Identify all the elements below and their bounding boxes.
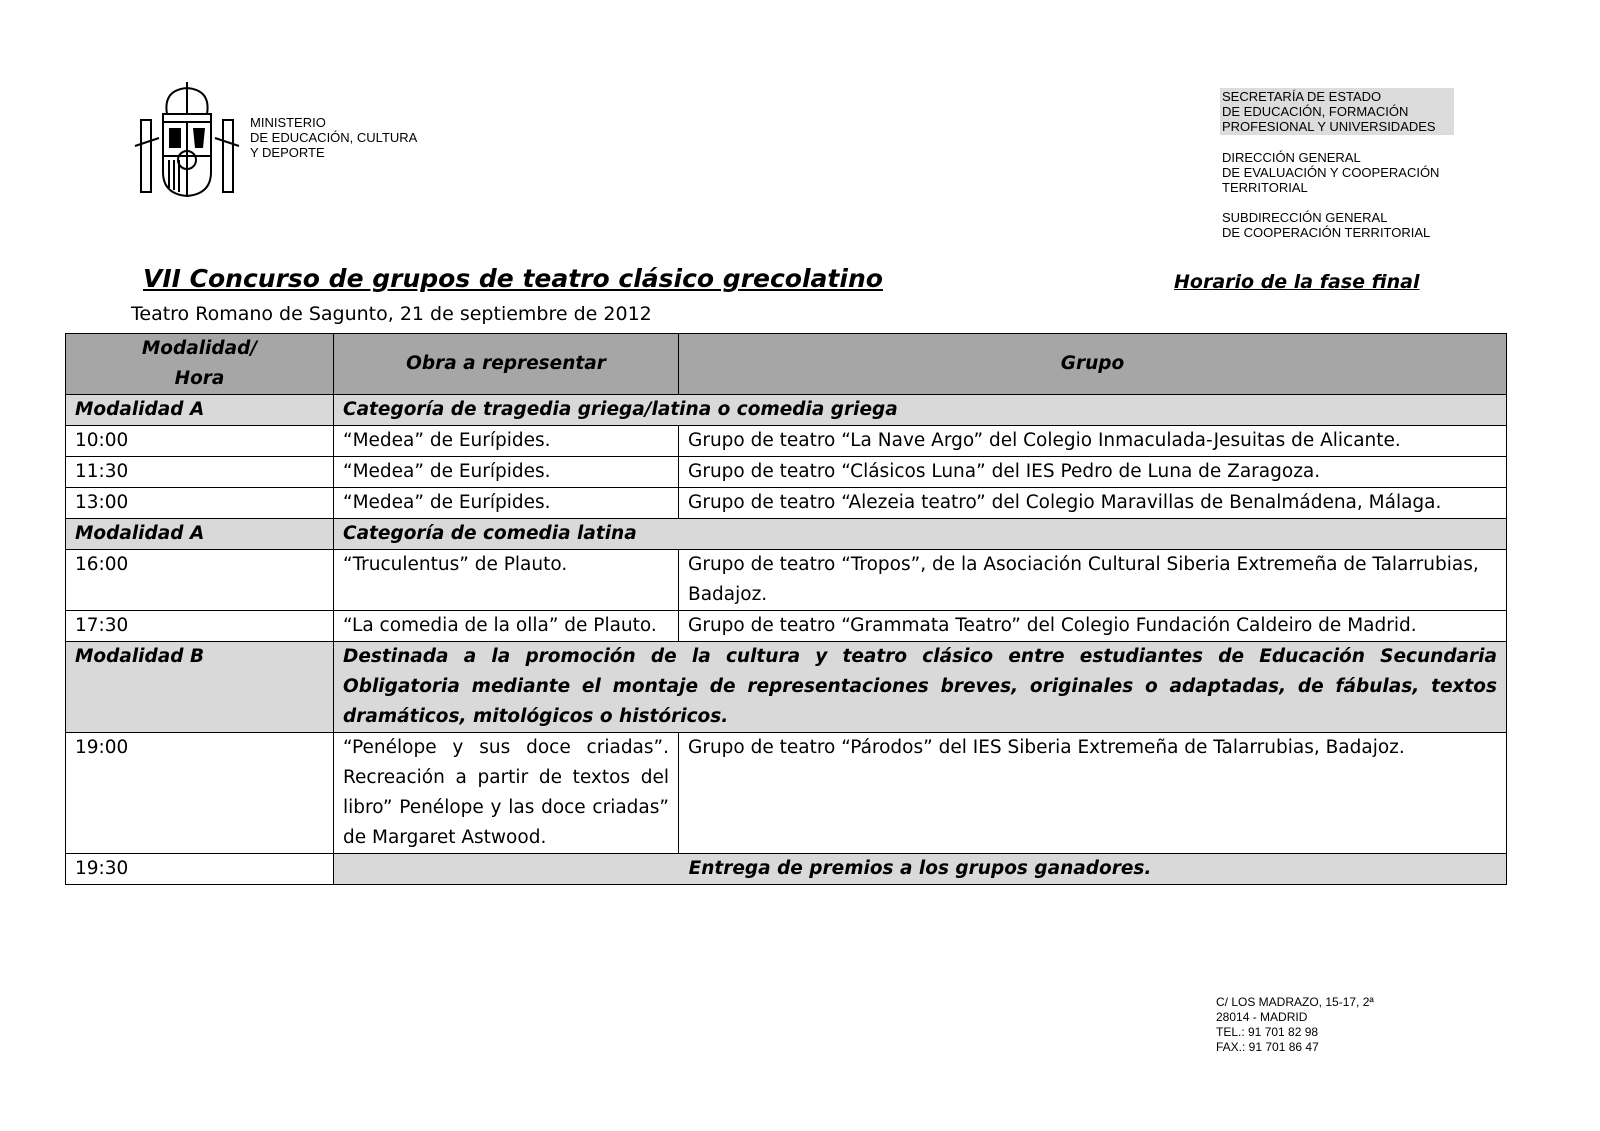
grupo-cell: Grupo de teatro “Grammata Teatro” del Colegio Fundación Caldeiro de Madrid. <box>679 611 1507 642</box>
category-row <box>66 395 1507 426</box>
table-row <box>66 733 1507 854</box>
grupo-cell: Grupo de teatro “Alezeia teatro” del Colegio Maravillas de Benalmádena, Málaga. <box>679 488 1507 519</box>
category-row <box>66 642 1507 733</box>
secretaria-line: SECRETARÍA DE ESTADO <box>1222 89 1382 104</box>
obra-cell: “Truculentus” de Plauto. <box>334 550 679 611</box>
department-block <box>1220 88 1454 240</box>
direccion-line: DIRECCIÓN GENERAL <box>1222 150 1361 165</box>
time-cell: 11:30 <box>66 457 334 488</box>
table-row <box>66 488 1507 519</box>
table-header-row <box>66 334 1507 395</box>
time-cell: 19:00 <box>66 733 334 854</box>
time-cell: 16:00 <box>66 550 334 611</box>
category-description: Categoría de comedia latina <box>334 519 1507 550</box>
ministry-line: DE EDUCACIÓN, CULTURA <box>250 130 418 145</box>
ministry-line: MINISTERIO <box>250 115 326 130</box>
grupo-cell: Grupo de teatro “La Nave Argo” del Colegio Inmaculada-Jesuitas de Alicante. <box>679 426 1507 457</box>
grupo-cell: Grupo de teatro “Tropos”, de la Asociación Cultural Siberia Extremeña de Talarrubias, Badajoz. <box>679 550 1507 611</box>
award-description: Entrega de premios a los grupos ganadores. <box>334 854 1507 885</box>
subdireccion-line: DE COOPERACIÓN TERRITORIAL <box>1222 225 1431 240</box>
secretaria-line: PROFESIONAL Y UNIVERSIDADES <box>1222 119 1436 134</box>
direccion-line: TERRITORIAL <box>1222 180 1308 195</box>
table-row <box>66 457 1507 488</box>
award-row <box>66 854 1507 885</box>
grupo-cell: Grupo de teatro “Párodos” del IES Siberia Extremeña de Talarrubias, Badajoz. <box>679 733 1507 854</box>
schedule-table <box>65 333 1507 885</box>
header-modalidad-hora: Modalidad/ Hora <box>66 334 334 395</box>
ministry-line: Y DEPORTE <box>250 145 325 160</box>
footer-address <box>1216 995 1374 1055</box>
direccion-general <box>1220 150 1454 195</box>
header-grupo: Grupo <box>679 334 1507 395</box>
modalidad-label: Modalidad B <box>66 642 334 733</box>
phase-title: Horario de la fase final <box>1174 271 1420 293</box>
ministry-name <box>250 115 417 160</box>
obra-cell: “Medea” de Eurípides. <box>334 426 679 457</box>
category-description: Destinada a la promoción de la cultura y teatro clásico entre estudiantes de Educación Secundaria Obligatoria mediante el montaje de representaciones breves, originales o adaptadas, de fábulas, textos dramáticos, mitológicos o históricos. <box>334 642 1507 733</box>
subdireccion-general <box>1220 210 1454 240</box>
direccion-line: DE EVALUACIÓN Y COOPERACIÓN <box>1222 165 1440 180</box>
secretaria <box>1220 88 1454 135</box>
table-row <box>66 426 1507 457</box>
time-cell: 19:30 <box>66 854 334 885</box>
table-row <box>66 611 1507 642</box>
obra-cell: “Penélope y sus doce criadas”. Recreación a partir de textos del libro” Penélope y las doce criadas” de Margaret Astwood. <box>334 733 679 854</box>
obra-cell: “Medea” de Eurípides. <box>334 457 679 488</box>
footer-line: C/ LOS MADRAZO, 15-17, 2ª <box>1216 995 1374 1009</box>
category-row <box>66 519 1507 550</box>
time-cell: 17:30 <box>66 611 334 642</box>
obra-cell: “Medea” de Eurípides. <box>334 488 679 519</box>
category-description: Categoría de tragedia griega/latina o comedia griega <box>334 395 1507 426</box>
subdireccion-line: SUBDIRECCIÓN GENERAL <box>1222 210 1388 225</box>
obra-cell: “La comedia de la olla” de Plauto. <box>334 611 679 642</box>
grupo-cell: Grupo de teatro “Clásicos Luna” del IES Pedro de Luna de Zaragoza. <box>679 457 1507 488</box>
time-cell: 10:00 <box>66 426 334 457</box>
modalidad-label: Modalidad A <box>66 519 334 550</box>
time-cell: 13:00 <box>66 488 334 519</box>
secretaria-line: DE EDUCACIÓN, FORMACIÓN <box>1222 104 1409 119</box>
document-subtitle: Teatro Romano de Sagunto, 21 de septiembre de 2012 <box>131 303 652 325</box>
table-row <box>66 550 1507 611</box>
modalidad-label: Modalidad A <box>66 395 334 426</box>
footer-line: FAX.: 91 701 86 47 <box>1216 1040 1319 1054</box>
document-title: VII Concurso de grupos de teatro clásico grecolatino <box>143 264 883 293</box>
footer-line: 28014 - MADRID <box>1216 1010 1308 1024</box>
header-obra: Obra a representar <box>334 334 679 395</box>
coat-of-arms-logo <box>133 82 241 200</box>
footer-line: TEL.: 91 701 82 98 <box>1216 1025 1319 1039</box>
